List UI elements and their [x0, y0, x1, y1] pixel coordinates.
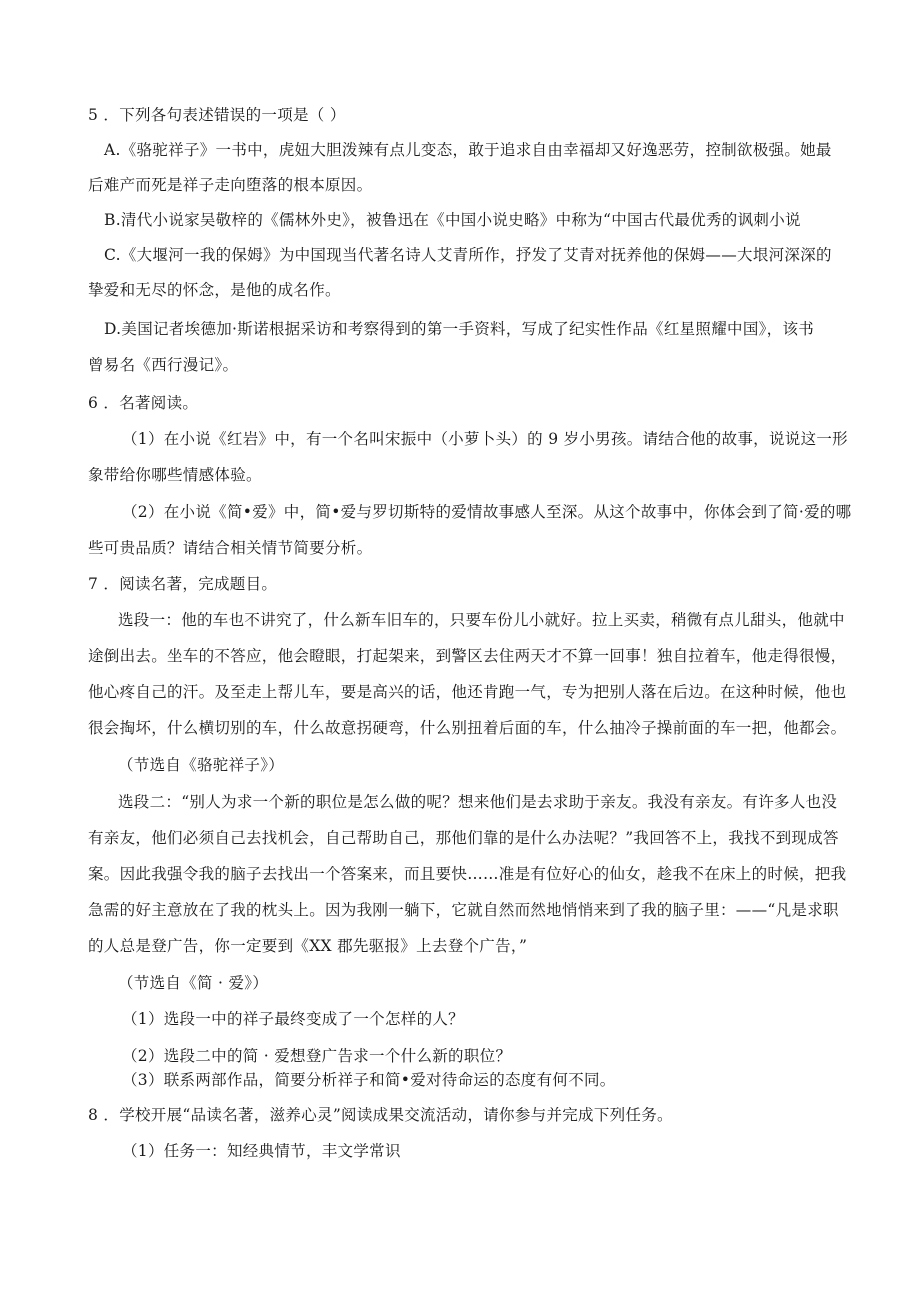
q7-excerpt2-line3: 案。因此我强令我的脑子去找出一个答案来，而且要快……准是有位好心的仙女，趁我不在床上的时候，把我 [88, 865, 847, 883]
q6-stem: 6 ．名著阅读。 [88, 394, 199, 412]
q6-sub2-line2: 些可贵品质？请结合相关情节简要分析。 [88, 539, 373, 557]
q7-excerpt2-line5: 的人总是登广告，你一定要到《XX 郡先驱报》上去登个广告，” [88, 937, 528, 955]
q7-stem: 7 ．阅读名著，完成题目。 [88, 575, 278, 593]
q5-stem: 5 ．下列各句表述错误的一项是（ ） [88, 106, 346, 124]
q7-excerpt1-line2: 途倒出去。坐车的不答应，他会瞪眼，打起架来，到警区去住两天才不算一回事！独自拉着车，他走得很慢， [88, 647, 847, 665]
q7-excerpt1-line4: 很会掏坏，什么横切别的车，什么故意拐硬弯，什么别扭着后面的车，什么抽冷子操前面的车一把，他都会。 [88, 719, 847, 737]
q5-option-d-line1: D.美国记者埃德加·斯诺根据采访和考察得到的第一手资料，写成了纪实性作品《红星照耀中国》，该书 [104, 320, 815, 338]
q7-sub3: （3）联系两部作品，简要分析祥子和简•爱对待命运的态度有何不同。 [122, 1071, 616, 1089]
q7-excerpt1-line3: 他心疼自己的汗。及至走上帮儿车，要是高兴的话，他还肯跑一气，专为把别人落在后边。在这种时候，他也 [88, 683, 847, 701]
q5-option-a-line2: 后难产而死是祥子走向堕落的根本原因。 [88, 176, 373, 194]
q6-sub1-line1: （1）在小说《红岩》中，有一个名叫宋振中（小萝卜头）的 9 岁小男孩。请结合他的故事，说说这一形 [122, 430, 848, 448]
q7-excerpt2-line4: 急需的好主意放在了我的枕头上。因为我刚一躺下，它就自然而然地悄悄来到了我的脑子里：——“凡是求职 [88, 901, 839, 919]
q5-option-d-line2: 曾易名《西行漫记》。 [88, 356, 239, 374]
q6-sub2-line1: （2）在小说《简•爱》中，简•爱与罗切斯特的爱情故事感人至深。从这个故事中，你体会到了简·爱的哪 [122, 503, 852, 521]
q7-excerpt1-source: （节选自《骆驼祥子》） [118, 756, 285, 774]
q5-option-a-line1: A.《骆驼祥子》一书中，虎妞大胆泼辣有点儿变态，敢于追求自由幸福却又好逸恶劳，控制欲极强。她最 [104, 141, 832, 159]
q7-excerpt2-line1: 选段二：“别人为求一个新的职位是怎么做的呢？想来他们是去求助于亲友。我没有亲友。有许多人也没 [118, 793, 838, 811]
q8-stem: 8 ．学校开展“品读名著，滋养心灵”阅读成果交流活动，请你参与并完成下列任务。 [88, 1106, 673, 1124]
q8-task1: （1）任务一：知经典情节，丰文学常识 [122, 1142, 401, 1160]
q6-sub1-line2: 象带给你哪些情感体验。 [88, 466, 262, 484]
q7-sub1: （1）选段一中的祥子最终变成了一个怎样的人？ [122, 1010, 464, 1028]
q5-option-c-line1: C.《大堰河一我的保姆》为中国现当代著名诗人艾青所作，抒发了艾青对抚养他的保姆——大垠河深深的 [104, 246, 832, 264]
q5-option-b-line1: B.清代小说家吴敬梓的《儒林外史》，被鲁迅在《中国小说史略》中称为“中国古代最优秀的讽刺小说 [104, 211, 801, 229]
q7-excerpt2-line2: 有亲友，他们必须自己去找机会，自己帮助自己，那他们靠的是什么办法呢？”我回答不上，我找不到现成答 [88, 829, 839, 847]
q7-sub2: （2）选段二中的简 · 爱想登广告求一个什么新的职位？ [122, 1047, 512, 1065]
q5-option-c-line2: 挚爱和无尽的怀念，是他的成名作。 [88, 281, 341, 299]
q7-excerpt2-source: （节选自《简 · 爱》） [118, 974, 269, 992]
q7-excerpt1-line1: 选段一：他的车也不讲究了，什么新车旧车的，只要车份儿小就好。拉上买卖，稍微有点儿甜头，他就中 [118, 611, 845, 629]
